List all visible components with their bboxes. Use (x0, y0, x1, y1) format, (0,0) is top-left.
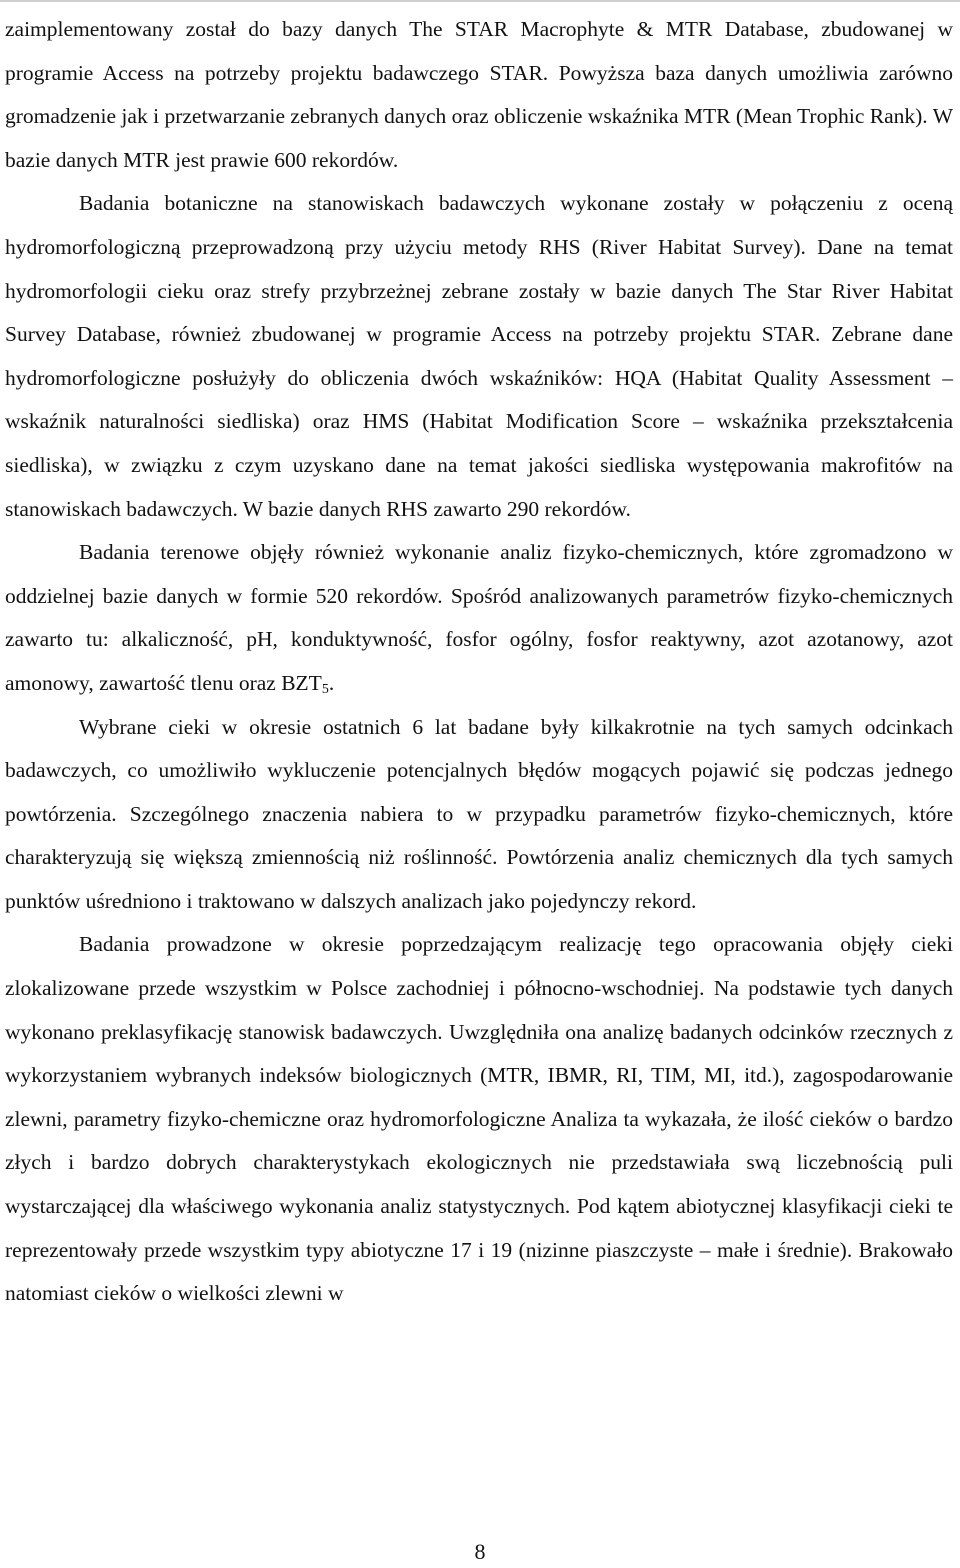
paragraph-preclassification (5, 923, 953, 1315)
paragraph-text: Badania terenowe objęły również wykonanie analiz fizyko-chemicznych, które zgromadzono w oddzielnej bazie danych w formie 520 rekordów. Spośród analizowanych parametrów fizyko-chemicznych zawarto tu: alkaliczność, pH, konduktywność, fosfor ogólny, fosfor reaktywny, azot azotanowy, azot amonowy, zawartość tlenu oraz BZT (5, 540, 953, 695)
paragraph-text: Badania botaniczne na stanowiskach badawczych wykonane zostały w połączeniu z oceną hydromorfologiczną przeprowadzoną przy użyciu metody RHS (River Habitat Survey). Dane na temat hydromorfologii cieku oraz strefy przybrzeżnej zebrane zostały w bazie danych The Star River Habitat Survey Database, również zbudowanej w programie Access na potrzeby projektu STAR. Zebrane dane hydromorfologiczne posłużyły do obliczenia dwóch wskaźników: HQA (Habitat Quality Assessment – wskaźnik naturalności siedliska) oraz HMS (Habitat Modification Score – wskaźnika przekształcenia siedliska), w związku z czym uzyskano dane na temat jakości siedliska występowania makrofitów na stanowiskach badawczych. W bazie danych RHS zawarto 290 rekordów. (5, 191, 953, 521)
paragraph-star-database (5, 8, 953, 182)
subscript: 5 (321, 681, 329, 697)
page-number: 8 (474, 1539, 486, 1564)
paragraph-suffix: . (328, 670, 335, 695)
paragraph-text: Wybrane cieki w okresie ostatnich 6 lat badane były kilkakrotnie na tych samych odcinkach badawczych, co umożliwiło wykluczenie potencjalnych błędów mogących pojawić się podczas jednego powtórzenia. Szczególnego znaczenia nabiera to w przypadku parametrów fizyko-chemicznych, które charakteryzują się większą zmiennością niż roślinność. Powtórzenia analiz chemicznych dla tych samych punktów uśredniono i traktowano w dalszych analizach jako pojedynczy rekord. (5, 714, 953, 913)
document-body (5, 8, 953, 1316)
paragraph-rhs-survey (5, 182, 953, 531)
top-border-line (0, 0, 960, 2)
paragraph-text: Badania prowadzone w okresie poprzedzającym realizację tego opracowania objęły cieki zlokalizowane przede wszystkim w Polsce zachodniej i północno-wschodniej. Na podstawie tych danych wykonano preklasyfikację stanowisk badawczych. Uwzględniła ona analizę badanych odcinków rzecznych z wykorzystaniem wybranych indeksów biologicznych (MTR, IBMR, RI, TIM, MI, itd.), zagospodarowanie zlewni, parametry fizyko-chemiczne oraz hydromorfologiczne Analiza ta wykazała, że ilość cieków o bardzo złych i bardzo dobrych charakterystykach ekologicznych nie przedstawiała swą liczebnością puli wystarczającej dla właściwego wykonania analiz statystycznych. Pod kątem abiotycznej klasyfikacji cieki te reprezentowały przede wszystkim typy abiotyczne 17 i 19 (nizinne piaszczyste – małe i średnie). Brakowało natomiast cieków o wielkości zlewni w (5, 932, 953, 1306)
paragraph-repeated-studies (5, 706, 953, 924)
paragraph-physico-chemical (5, 531, 953, 705)
paragraph-text: zaimplementowany został do bazy danych The STAR Macrophyte & MTR Database, zbudowanej w programie Access na potrzeby projektu badawczego STAR. Powyższa baza danych umożliwia zarówno gromadzenie jak i przetwarzanie zebranych danych oraz obliczenie wskaźnika MTR (Mean Trophic Rank). W bazie danych MTR jest prawie 600 rekordów. (5, 17, 953, 172)
